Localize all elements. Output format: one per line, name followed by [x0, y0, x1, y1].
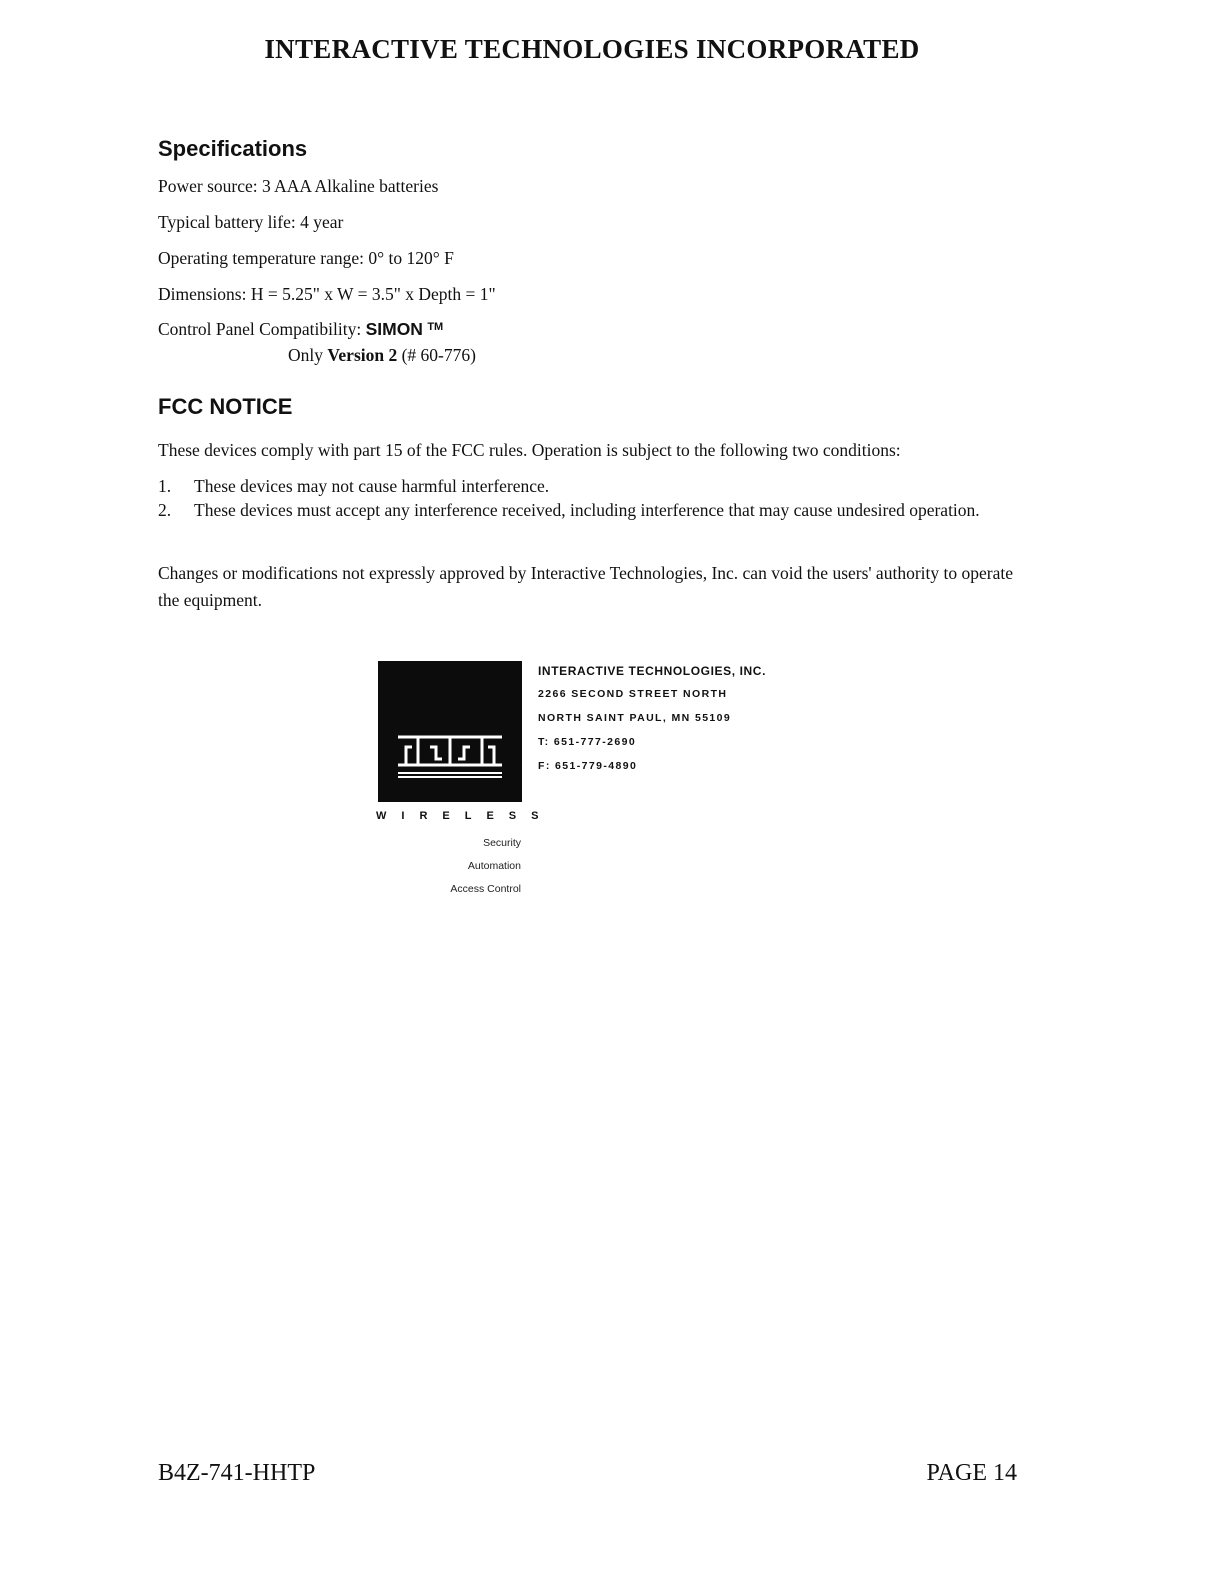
iti-logo: [378, 661, 522, 802]
condition-number: 1.: [158, 476, 172, 496]
company-header: INTERACTIVE TECHNOLOGIES INCORPORATED: [264, 34, 920, 64]
wireless-wordmark: [376, 810, 554, 822]
spec-battery-life: Typical battery life: 4 year: [158, 212, 344, 232]
condition-number: 2.: [158, 500, 172, 520]
tagline-automation: Automation: [467, 860, 521, 872]
tagline-security: Security: [483, 837, 521, 849]
condition-text: These devices must accept any interference received, including interference that may cause undesired operation.: [194, 500, 980, 520]
spec-temperature: Operating temperature range: 0° to 120° F: [158, 248, 454, 268]
specifications-heading: Specifications: [158, 136, 308, 161]
compat-label: Control Panel Compatibility:: [158, 319, 366, 339]
address-fax: F: 651-779-4890: [538, 760, 638, 772]
address-phone: T: 651-777-2690: [538, 736, 637, 748]
version-prefix: Only: [288, 345, 328, 365]
condition-text: These devices may not cause harmful interference.: [194, 476, 550, 496]
fcc-intro: These devices comply with part 15 of the FCC rules. Operation is subject to the following two conditions:: [158, 440, 901, 460]
compat-product: SIMON: [365, 319, 423, 339]
fcc-heading: FCC NOTICE: [158, 394, 293, 419]
address-company: INTERACTIVE TECHNOLOGIES, INC.: [538, 664, 767, 678]
logo-letters: ITI: [449, 761, 451, 762]
tagline-access-control: Access Control: [450, 883, 521, 895]
spec-dimensions: Dimensions: H = 5.25" x W = 3.5" x Depth = 1": [158, 284, 496, 304]
spec-compatibility: [158, 319, 443, 340]
spec-version: [288, 345, 476, 366]
version-suffix: (# 60-776): [397, 345, 476, 365]
footer-doc-number: B4Z-741-HHTP: [158, 1460, 316, 1486]
fcc-changes-notice: Changes or modifications not expressly approved by Interactive Technologies, Inc. can void the users' authority to operate the equipment.: [158, 563, 1013, 610]
trademark-mark: TM: [427, 321, 444, 333]
address-street: 2266 SECOND STREET NORTH: [538, 688, 728, 700]
address-city: NORTH SAINT PAUL, MN 55109: [538, 712, 732, 724]
version-bold: Version 2: [327, 345, 398, 365]
footer-page-number: PAGE 14: [926, 1460, 1017, 1486]
wireless-text: WIRELESS: [376, 810, 554, 822]
spec-power-source: Power source: 3 AAA Alkaline batteries: [158, 176, 439, 196]
iti-logo-mark-icon: [378, 661, 522, 802]
